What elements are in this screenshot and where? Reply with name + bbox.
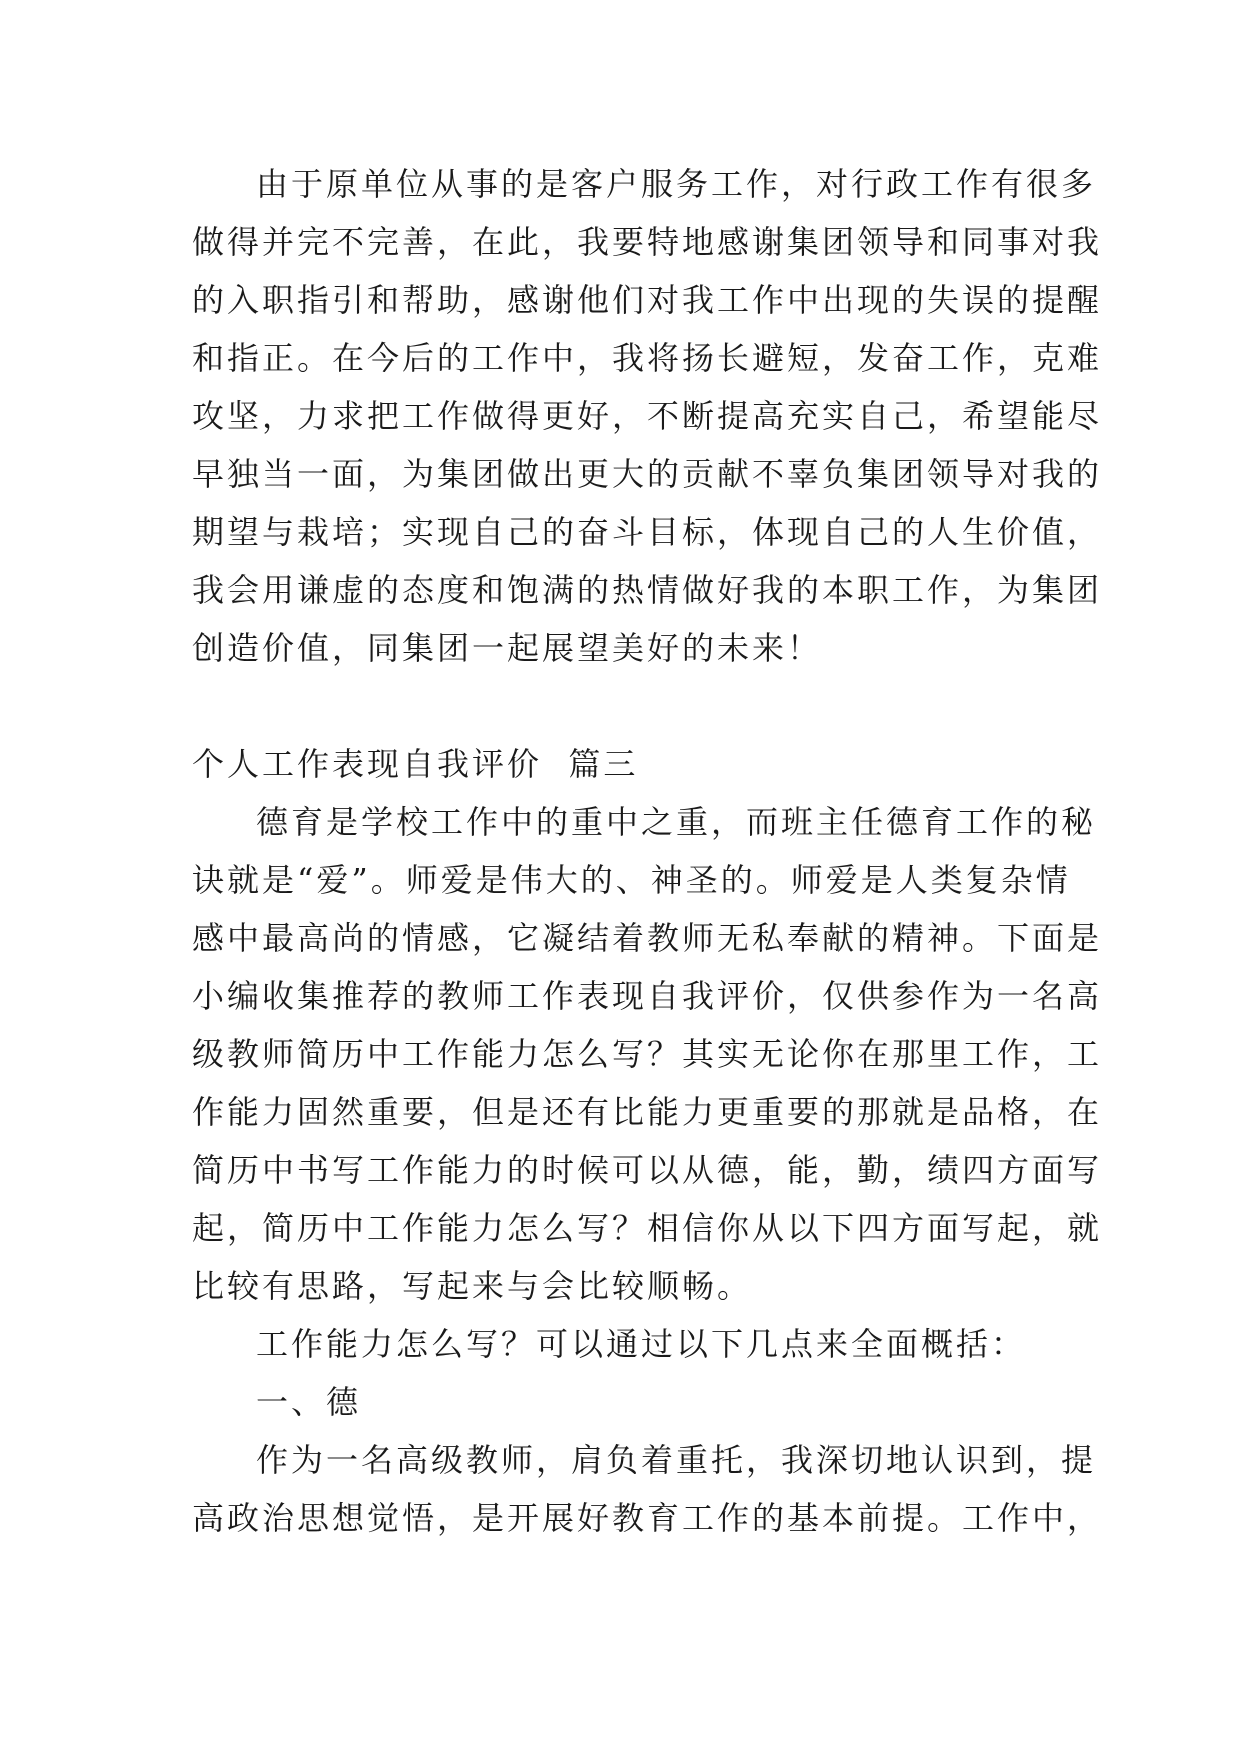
section-heading-block bbox=[192, 735, 1052, 793]
text-line: 感中最高尚的情感，它凝结着教师无私奉献的精神。下面是 bbox=[192, 919, 1103, 957]
text-line: 期望与栽培；实现自己的奋斗目标，体现自己的人生价值， bbox=[192, 513, 1103, 551]
paragraph-4 bbox=[192, 1373, 1052, 1431]
text-line: 级教师简历中工作能力怎么写？其实无论你在那里工作，工 bbox=[192, 1035, 1103, 1073]
text-line: 起，简历中工作能力怎么写？相信你从以下四方面写起，就 bbox=[192, 1209, 1103, 1247]
text-line: 创造价值，同集团一起展望美好的未来！ bbox=[192, 629, 823, 667]
text-line: 德育是学校工作中的重中之重，而班主任德育工作的秘 bbox=[256, 803, 1097, 841]
text-line: 由于原单位从事的是客户服务工作，对行政工作有很多 bbox=[256, 165, 1097, 203]
text-line: 和指正。在今后的工作中，我将扬长避短，发奋工作，克难 bbox=[192, 339, 1103, 377]
text-line: 诀就是“爱”。师爱是伟大的、神圣的。师爱是人类复杂情 bbox=[192, 861, 1071, 899]
section-heading: 个人工作表现自我评价 篇三 bbox=[192, 745, 639, 783]
paragraph-1 bbox=[192, 155, 1103, 677]
paragraph-5 bbox=[192, 1431, 1103, 1547]
text-line: 的入职指引和帮助，感谢他们对我工作中出现的失误的提醒 bbox=[192, 281, 1103, 319]
document-body bbox=[192, 155, 1103, 1547]
text-line: 小编收集推荐的教师工作表现自我评价，仅供参作为一名高 bbox=[192, 977, 1103, 1015]
text-line: 作能力固然重要，但是还有比能力更重要的那就是品格，在 bbox=[192, 1093, 1103, 1131]
text-line: 工作能力怎么写？可以通过以下几点来全面概括： bbox=[256, 1325, 1027, 1363]
paragraph-3 bbox=[192, 1315, 1052, 1373]
text-line: 我会用谦虚的态度和饱满的热情做好我的本职工作，为集团 bbox=[192, 571, 1103, 609]
text-line: 攻坚，力求把工作做得更好，不断提高充实自己，希望能尽 bbox=[192, 397, 1103, 435]
text-line: 早独当一面，为集团做出更大的贡献不辜负集团领导对我的 bbox=[192, 455, 1103, 493]
text-line: 做得并完不完善，在此，我要特地感谢集团领导和同事对我 bbox=[192, 223, 1103, 261]
text-line: 高政治思想觉悟，是开展好教育工作的基本前提。工作中， bbox=[192, 1499, 1103, 1537]
subheading-line: 一、德 bbox=[256, 1383, 362, 1421]
text-line: 比较有思路，写起来与会比较顺畅。 bbox=[192, 1267, 753, 1305]
text-line: 作为一名高级教师，肩负着重托，我深切地认识到，提 bbox=[256, 1441, 1097, 1479]
text-line: 简历中书写工作能力的时候可以从德，能，勤，绩四方面写 bbox=[192, 1151, 1103, 1189]
paragraph-2 bbox=[192, 793, 1103, 1315]
